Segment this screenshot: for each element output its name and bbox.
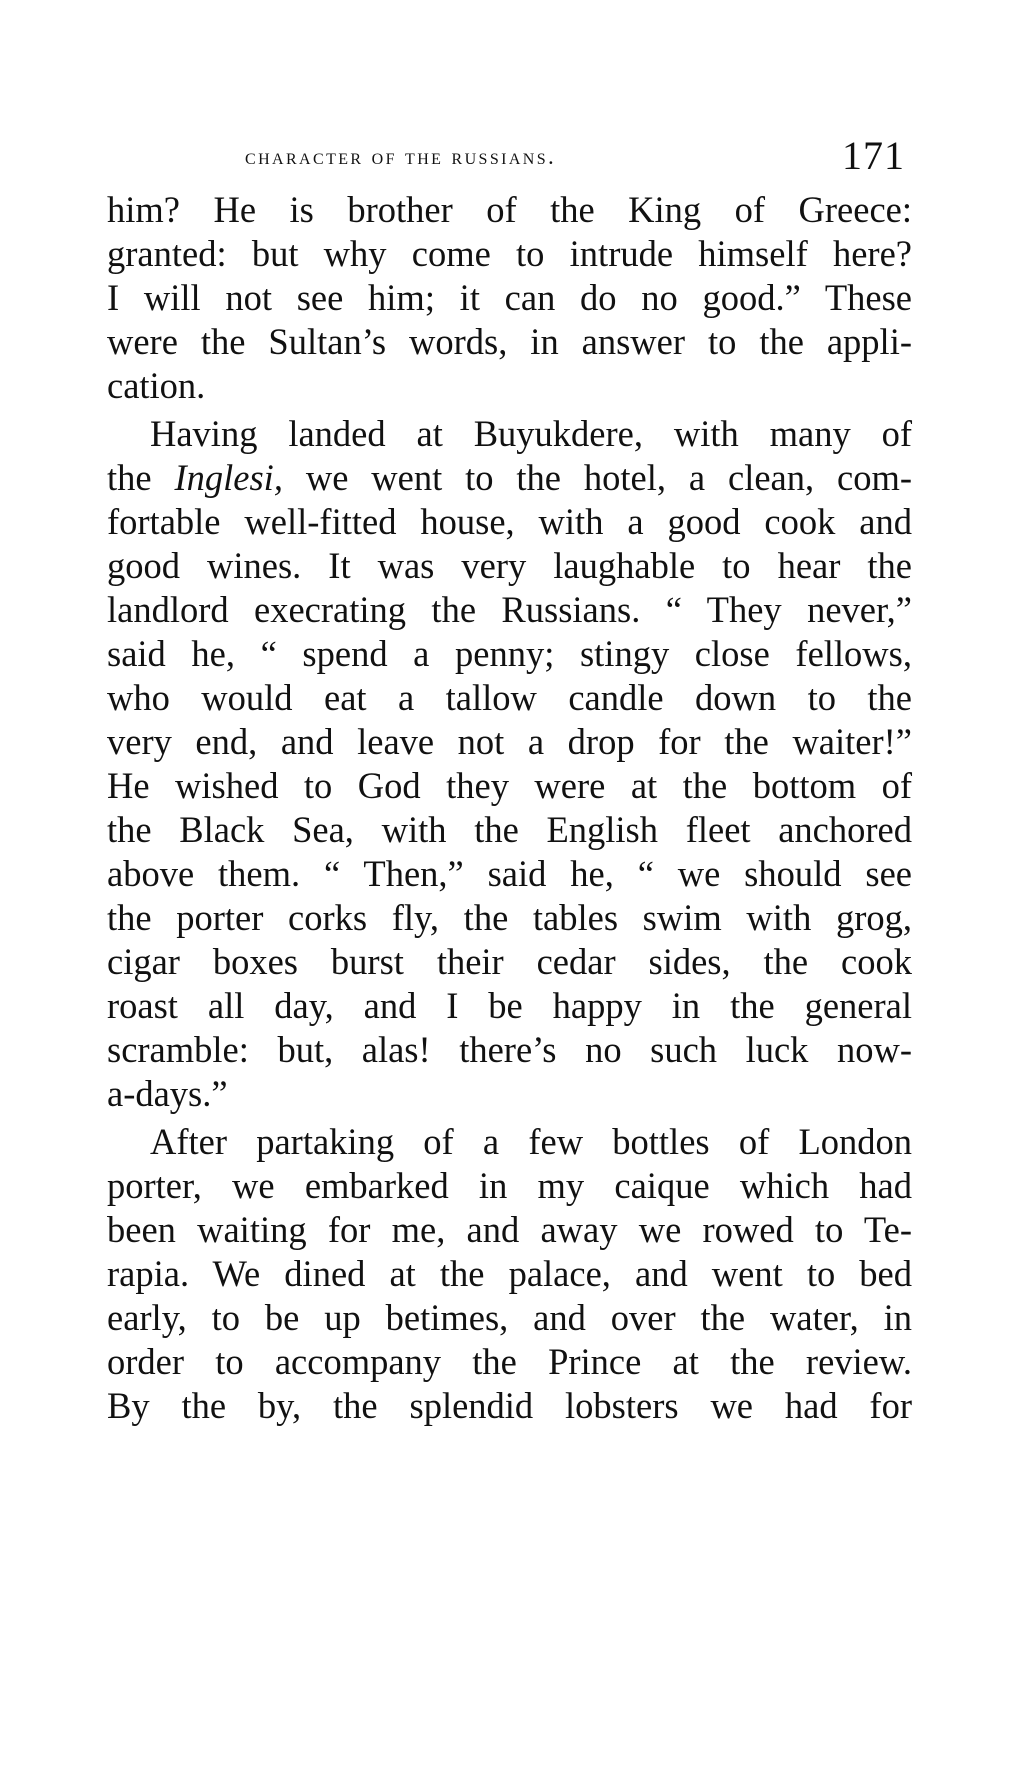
text-line: who would eat a tallow candle down to the <box>107 677 912 718</box>
text-line: very end, and leave not a drop for the waiter!” <box>107 721 912 762</box>
text-run: the <box>107 457 175 498</box>
text-line: cigar boxes burst their cedar sides, the cook <box>107 941 912 982</box>
text-line: By the by, the splendid lobsters we had for <box>107 1385 912 1426</box>
running-title: character of the russians. <box>245 144 557 169</box>
text-line: cation. <box>107 365 206 406</box>
text-line: early, to be up betimes, and over the water, in <box>107 1297 912 1338</box>
text-line: a-days.” <box>107 1073 228 1114</box>
page-number: 171 <box>842 133 905 178</box>
text-line: I will not see him; it can do no good.” These <box>107 277 912 318</box>
text-line: granted: but why come to intrude himself here? <box>107 233 912 274</box>
running-header <box>245 132 905 182</box>
text-run: we went to the hotel, a clean, com- <box>282 457 912 498</box>
italic-word: Inglesi, <box>174 457 283 498</box>
text-line: order to accompany the Prince at the review. <box>107 1341 912 1382</box>
text-line: good wines. It was very laughable to hear the <box>107 545 912 586</box>
text-line: the Black Sea, with the English fleet anchored <box>107 809 912 850</box>
text-line <box>107 453 912 503</box>
text-line: were the Sultan’s words, in answer to the appli- <box>107 321 912 362</box>
text-line: the porter corks fly, the tables swim with grog, <box>107 897 912 938</box>
text-line: landlord execrating the Russians. “ They never,” <box>107 589 912 630</box>
text-line: roast all day, and I be happy in the general <box>107 985 912 1026</box>
text-line: said he, “ spend a penny; stingy close fellows, <box>107 633 912 674</box>
paragraph-start-line: Having landed at Buyukdere, with many of <box>150 413 912 454</box>
text-line: rapia. We dined at the palace, and went to bed <box>107 1253 912 1294</box>
text-line: been waiting for me, and away we rowed to Te- <box>107 1209 912 1250</box>
text-line: fortable well-fitted house, with a good cook and <box>107 501 912 542</box>
paragraph-start-line: After partaking of a few bottles of London <box>150 1121 912 1162</box>
text-line: above them. “ Then,” said he, “ we should see <box>107 853 912 894</box>
text-line: him? He is brother of the King of Greece: <box>107 189 912 230</box>
text-line: scramble: but, alas! there’s no such luck now- <box>107 1029 912 1070</box>
text-line: He wished to God they were at the bottom of <box>107 765 912 806</box>
text-line: porter, we embarked in my caique which had <box>107 1165 912 1206</box>
